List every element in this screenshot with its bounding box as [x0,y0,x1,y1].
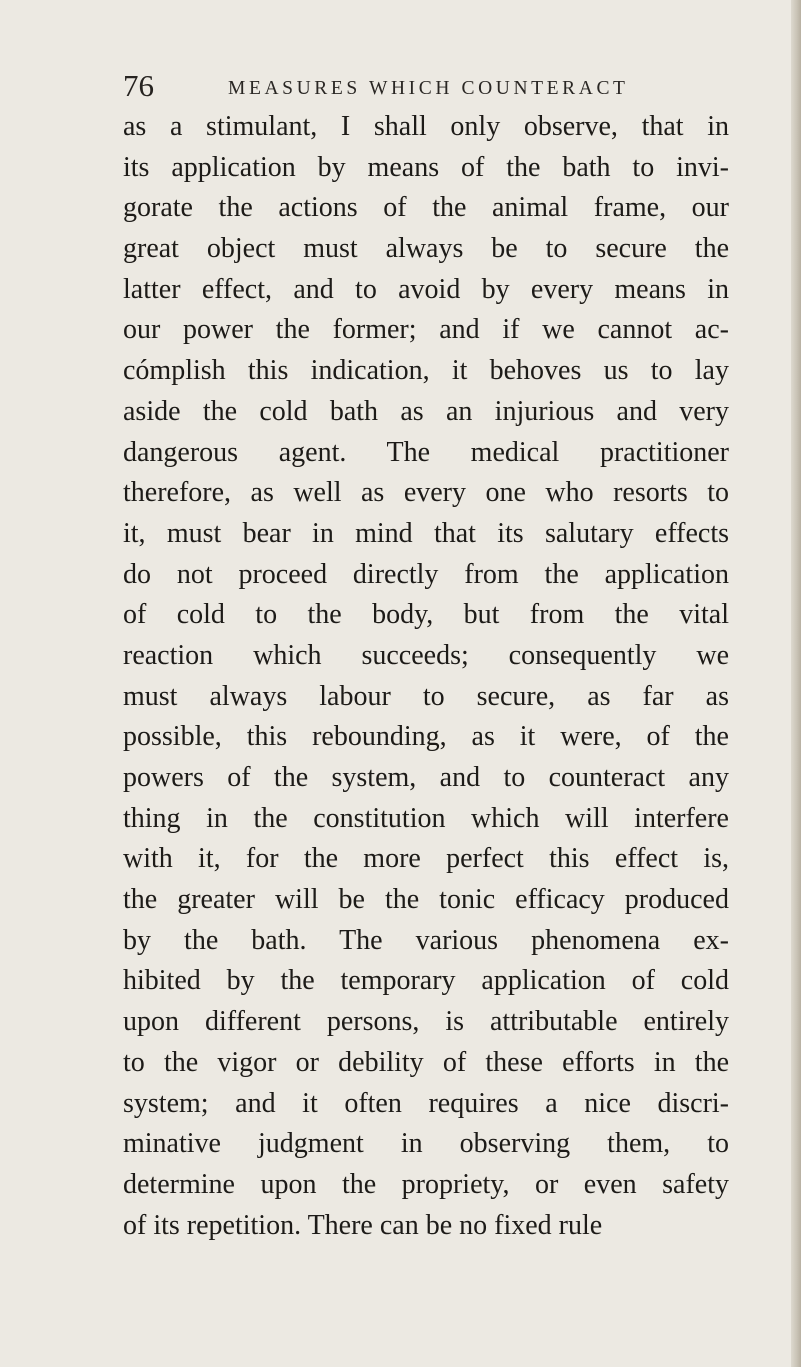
page-number: 76 [123,68,154,103]
text-line: cómplish this indication, it behoves us to lay [123,355,729,387]
text-line: therefore, as well as every one who resorts to [123,477,729,509]
text-line: powers of the system, and to counteract any [123,762,729,793]
text-line: do not proceed directly from the application [123,558,729,590]
text-line: hibited by the temporary application of cold [123,965,729,997]
text-line: thing in the constitution which will interfere [123,802,729,834]
text-line: possible, this rebounding, as it were, of the [123,721,729,753]
text-line: our power the former; and if we cannot ac- [123,314,729,346]
text-line: system; and it often requires a nice discri- [123,1087,729,1119]
text-line: latter effect, and to avoid by every means in [123,273,729,305]
text-line: gorate the actions of the animal frame, our [123,192,729,224]
body-text [123,107,729,1246]
text-line: by the bath. The various phenomena ex- [123,924,729,956]
text-line: minative judgment in observing them, to [123,1128,729,1160]
text-line: to the vigor or debility of these efforts in the [123,1046,729,1078]
text-line: the greater will be the tonic efficacy produced [123,884,729,916]
text-line: of its repetition. There can be no fixed rule [123,1209,603,1241]
text-line: it, must bear in mind that its salutary effects [123,517,729,549]
text-line: with it, for the more perfect this effect is, [123,843,729,875]
text-line: of cold to the body, but from the vital [123,599,729,631]
text-line: dangerous agent. The medical practitioner [123,436,729,468]
running-head [123,66,703,106]
text-line: upon different persons, is attributable entirely [123,1006,729,1038]
text-line: determine upon the propriety, or even safety [123,1168,729,1200]
text-line: its application by means of the bath to invi- [123,151,729,183]
text-line: must always labour to secure, as far as [123,680,729,712]
running-title: MEASURES WHICH COUNTERACT [228,78,629,99]
page-edge [791,0,801,1367]
text-line: reaction which succeeds; consequently we [123,639,729,671]
text-line: aside the cold bath as an injurious and very [123,395,729,427]
text-line: great object must always be to secure the [123,233,729,265]
text-line: as a stimulant, I shall only observe, that in [123,111,729,142]
